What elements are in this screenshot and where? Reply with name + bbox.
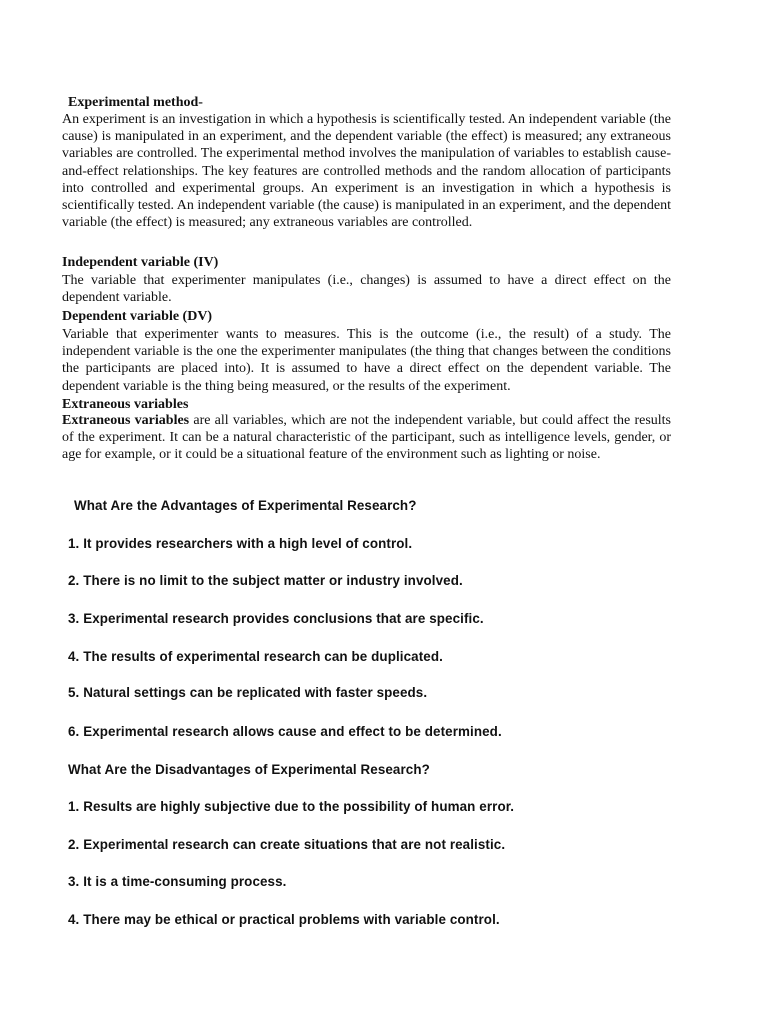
- disadvantage-item: 3. It is a time-consuming process.: [68, 874, 287, 889]
- advantage-item: 2. There is no limit to the subject matter or industry involved.: [68, 573, 463, 588]
- advantage-item: 3. Experimental research provides conclusions that are specific.: [68, 611, 484, 626]
- advantage-item: 4. The results of experimental research can be duplicated.: [68, 649, 443, 664]
- disadvantage-item: 1. Results are highly subjective due to the possibility of human error.: [68, 799, 515, 814]
- disadvantages-heading: What Are the Disadvantages of Experimental Research?: [68, 762, 430, 777]
- extraneous-variables-term: Extraneous variables: [62, 413, 190, 428]
- dependent-variable-paragraph: Variable that experimenter wants to measures. This is the outcome (i.e., the result) of a study. The independent variable is the one the experimenter manipulates (the thing that changes between the conditions the participants are placed into). It is assumed to have a direct effect on the dependent variable. The dependent variable is the thing being measured, or the results of the experiment.: [62, 327, 671, 394]
- independent-variable-heading: Independent variable (IV): [62, 255, 219, 270]
- extraneous-variables-definition: are all variables, which are not the independent variable, but could affect the results of the experiment. It can be a natural characteristic of the participant, such as intelligence levels, gender, or age for example, or it could be a situational feature of the environment such as lighting or noise.: [62, 413, 671, 463]
- experimental-method-heading: Experimental method-: [68, 95, 203, 110]
- advantage-item: 1. It provides researchers with a high level of control.: [68, 536, 413, 551]
- independent-variable-paragraph: The variable that experimenter manipulates (i.e., changes) is assumed to have a direct effect on the dependent variable.: [62, 273, 671, 306]
- extraneous-variables-paragraph: [62, 412, 671, 464]
- advantage-item: 5. Natural settings can be replicated with faster speeds.: [68, 685, 428, 700]
- dependent-variable-heading: Dependent variable (DV): [62, 309, 213, 324]
- extraneous-variables-heading: Extraneous variables: [62, 397, 189, 412]
- experimental-method-paragraph: An experiment is an investigation in which a hypothesis is scientifically tested. An independent variable (the cause) is manipulated in an experiment, and the dependent variable (the effect) is measured; any extraneous variables are controlled. The experimental method involves the manipulation of variables to establish cause-and-effect relationships. The key features are controlled methods and the random allocation of participants into controlled and experimental groups. An experiment is an investigation in which a hypothesis is scientifically tested. An independent variable (the cause) is manipulated in an experiment, and the dependent variable (the effect) is measured; any extraneous variables are controlled.: [62, 112, 671, 231]
- advantages-heading: What Are the Advantages of Experimental Research?: [74, 498, 417, 513]
- disadvantage-item: 2. Experimental research can create situations that are not realistic.: [68, 837, 506, 852]
- advantage-item: 6. Experimental research allows cause and effect to be determined.: [68, 724, 502, 739]
- disadvantage-item: 4. There may be ethical or practical problems with variable control.: [68, 912, 500, 927]
